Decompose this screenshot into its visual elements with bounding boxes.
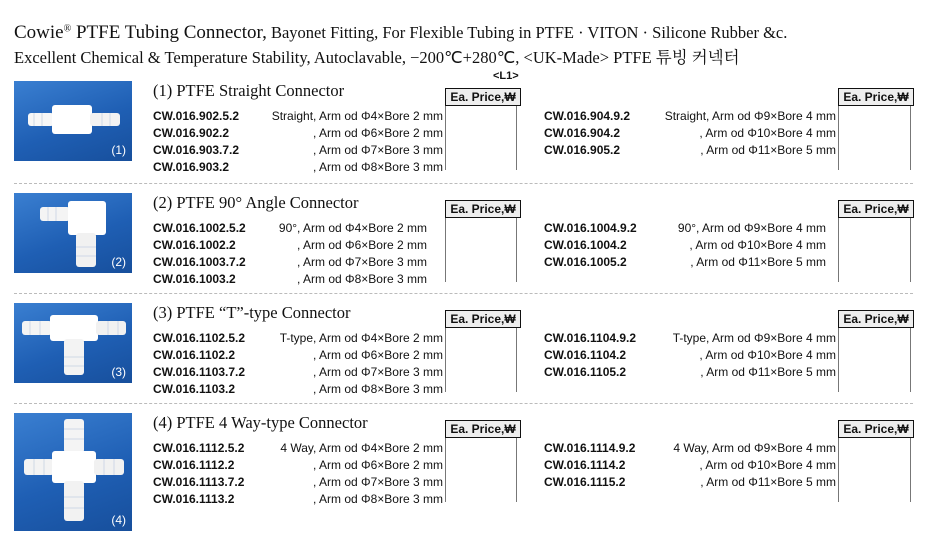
price-column-left-edge [516, 218, 517, 282]
price-column-left [445, 106, 446, 170]
section-divider [14, 293, 913, 294]
section-4-way [0, 413, 925, 527]
product-code: CW.016.1115.2 [544, 475, 626, 489]
header-title: PTFE Tubing Connector, [71, 22, 267, 43]
product-code: CW.016.1004.9.2 [544, 221, 637, 235]
price-header-left: Ea. Price,₩ [445, 420, 521, 438]
product-desc: , Arm od Φ11×Bore 5 mm [700, 143, 836, 157]
product-code: CW.016.904.9.2 [544, 109, 631, 123]
product-desc: , Arm od Φ11×Bore 5 mm [700, 365, 836, 379]
product-code: CW.016.1103.7.2 [153, 365, 246, 379]
product-code: CW.016.1105.2 [544, 365, 627, 379]
photo-number: (3) [111, 365, 126, 379]
product-code: CW.016.1114.2 [544, 458, 626, 472]
header-line-2: Excellent Chemical & Temperature Stability, Autoclavable, −200℃+280℃, <UK-Made> PTFE 튜빙 커넥터 [14, 48, 740, 67]
product-photo-straight [14, 81, 132, 161]
product-code: CW.016.1003.7.2 [153, 255, 246, 269]
product-desc: , Arm od Φ10×Bore 4 mm [689, 238, 826, 252]
product-desc: 90°, Arm od Φ9×Bore 4 mm [677, 221, 826, 235]
product-photo-t-type [14, 303, 132, 383]
registered-mark: ® [63, 23, 72, 35]
product-desc: , Arm od Φ7×Bore 3 mm [313, 143, 443, 157]
section-divider [14, 403, 913, 404]
product-code: CW.016.1112.2 [153, 458, 235, 472]
product-code: CW.016.1005.2 [544, 255, 627, 269]
section-title: (4) PTFE 4 Way-type Connector [153, 413, 368, 432]
product-code: CW.016.1112.5.2 [153, 441, 245, 455]
l1-label: <L1> [493, 70, 519, 82]
price-column-right-edge [910, 328, 911, 392]
section-title: (2) PTFE 90° Angle Connector [153, 193, 359, 212]
product-code: CW.016.1104.2 [544, 348, 627, 362]
product-desc: , Arm od Φ8×Bore 3 mm [313, 382, 443, 396]
product-desc: , Arm od Φ10×Bore 4 mm [699, 126, 836, 140]
product-desc: Straight, Arm od Φ9×Bore 4 mm [664, 109, 836, 123]
product-desc: , Arm od Φ8×Bore 3 mm [313, 160, 443, 174]
header-line-1 [14, 22, 787, 44]
product-code: CW.016.1103.2 [153, 382, 236, 396]
product-desc: T-type, Arm od Φ4×Bore 2 mm [279, 331, 443, 345]
product-code: CW.016.903.7.2 [153, 143, 240, 157]
product-photo-angle [14, 193, 132, 273]
product-desc: , Arm od Φ11×Bore 5 mm [690, 255, 826, 269]
product-code: CW.016.1002.2 [153, 238, 236, 252]
price-column-left [445, 218, 446, 282]
price-column-left-edge [516, 106, 517, 170]
price-header-right: Ea. Price,₩ [838, 420, 914, 438]
product-desc: , Arm od Φ8×Bore 3 mm [313, 492, 443, 506]
price-column-left-edge [516, 438, 517, 502]
product-code: CW.016.1104.9.2 [544, 331, 637, 345]
price-header-right: Ea. Price,₩ [838, 88, 914, 106]
product-code: CW.016.1114.9.2 [544, 441, 636, 455]
price-column-right [838, 106, 839, 170]
product-photo-4-way [14, 413, 132, 531]
section-straight [0, 81, 925, 181]
product-desc: , Arm od Φ11×Bore 5 mm [700, 475, 836, 489]
price-column-right [838, 328, 839, 392]
product-code: CW.016.1004.2 [544, 238, 627, 252]
product-code: CW.016.902.2 [153, 126, 230, 140]
product-desc: Straight, Arm od Φ4×Bore 2 mm [271, 109, 443, 123]
product-desc: , Arm od Φ7×Bore 3 mm [313, 365, 443, 379]
product-code: CW.016.904.2 [544, 126, 621, 140]
product-desc: , Arm od Φ10×Bore 4 mm [699, 348, 836, 362]
product-desc: 4 Way, Arm od Φ4×Bore 2 mm [280, 441, 443, 455]
price-column-right [838, 438, 839, 502]
section-title: (1) PTFE Straight Connector [153, 81, 345, 100]
product-desc: , Arm od Φ8×Bore 3 mm [297, 272, 427, 286]
price-column-left [445, 328, 446, 392]
photo-number: (2) [111, 255, 126, 269]
section-divider [14, 183, 913, 184]
product-code: CW.016.902.5.2 [153, 109, 240, 123]
section-angle [0, 193, 925, 293]
price-header-left: Ea. Price,₩ [445, 200, 521, 218]
product-desc: , Arm od Φ7×Bore 3 mm [313, 475, 443, 489]
price-column-right-edge [910, 438, 911, 502]
product-desc: , Arm od Φ6×Bore 2 mm [313, 348, 443, 362]
product-code: CW.016.1002.5.2 [153, 221, 246, 235]
brand-name: Cowie [14, 22, 64, 43]
price-column-right [838, 218, 839, 282]
product-desc: , Arm od Φ6×Bore 2 mm [313, 458, 443, 472]
product-desc: 90°, Arm od Φ4×Bore 2 mm [278, 221, 427, 235]
price-header-right: Ea. Price,₩ [838, 310, 914, 328]
product-desc: T-type, Arm od Φ9×Bore 4 mm [672, 331, 836, 345]
price-column-right-edge [910, 218, 911, 282]
product-code: CW.016.903.2 [153, 160, 230, 174]
section-t-type [0, 303, 925, 403]
product-code: CW.016.905.2 [544, 143, 621, 157]
product-code: CW.016.1102.2 [153, 348, 236, 362]
product-desc: 4 Way, Arm od Φ9×Bore 4 mm [673, 441, 836, 455]
price-column-left [445, 438, 446, 502]
price-column-right-edge [910, 106, 911, 170]
product-code: CW.016.1102.5.2 [153, 331, 246, 345]
photo-number: (4) [111, 513, 126, 527]
product-desc: , Arm od Φ6×Bore 2 mm [313, 126, 443, 140]
price-header-left: Ea. Price,₩ [445, 88, 521, 106]
product-code: CW.016.1003.2 [153, 272, 236, 286]
price-column-left-edge [516, 328, 517, 392]
header-subtitle: Bayonet Fitting, For Flexible Tubing in PTFE · VITON · Silicone Rubber &c. [266, 23, 788, 42]
price-header-right: Ea. Price,₩ [838, 200, 914, 218]
photo-number: (1) [111, 143, 126, 157]
product-desc: , Arm od Φ10×Bore 4 mm [699, 458, 836, 472]
product-code: CW.016.1113.2 [153, 492, 235, 506]
price-header-left: Ea. Price,₩ [445, 310, 521, 328]
product-desc: , Arm od Φ7×Bore 3 mm [297, 255, 427, 269]
product-code: CW.016.1113.7.2 [153, 475, 245, 489]
product-desc: , Arm od Φ6×Bore 2 mm [297, 238, 427, 252]
section-title: (3) PTFE “T”-type Connector [153, 303, 351, 322]
